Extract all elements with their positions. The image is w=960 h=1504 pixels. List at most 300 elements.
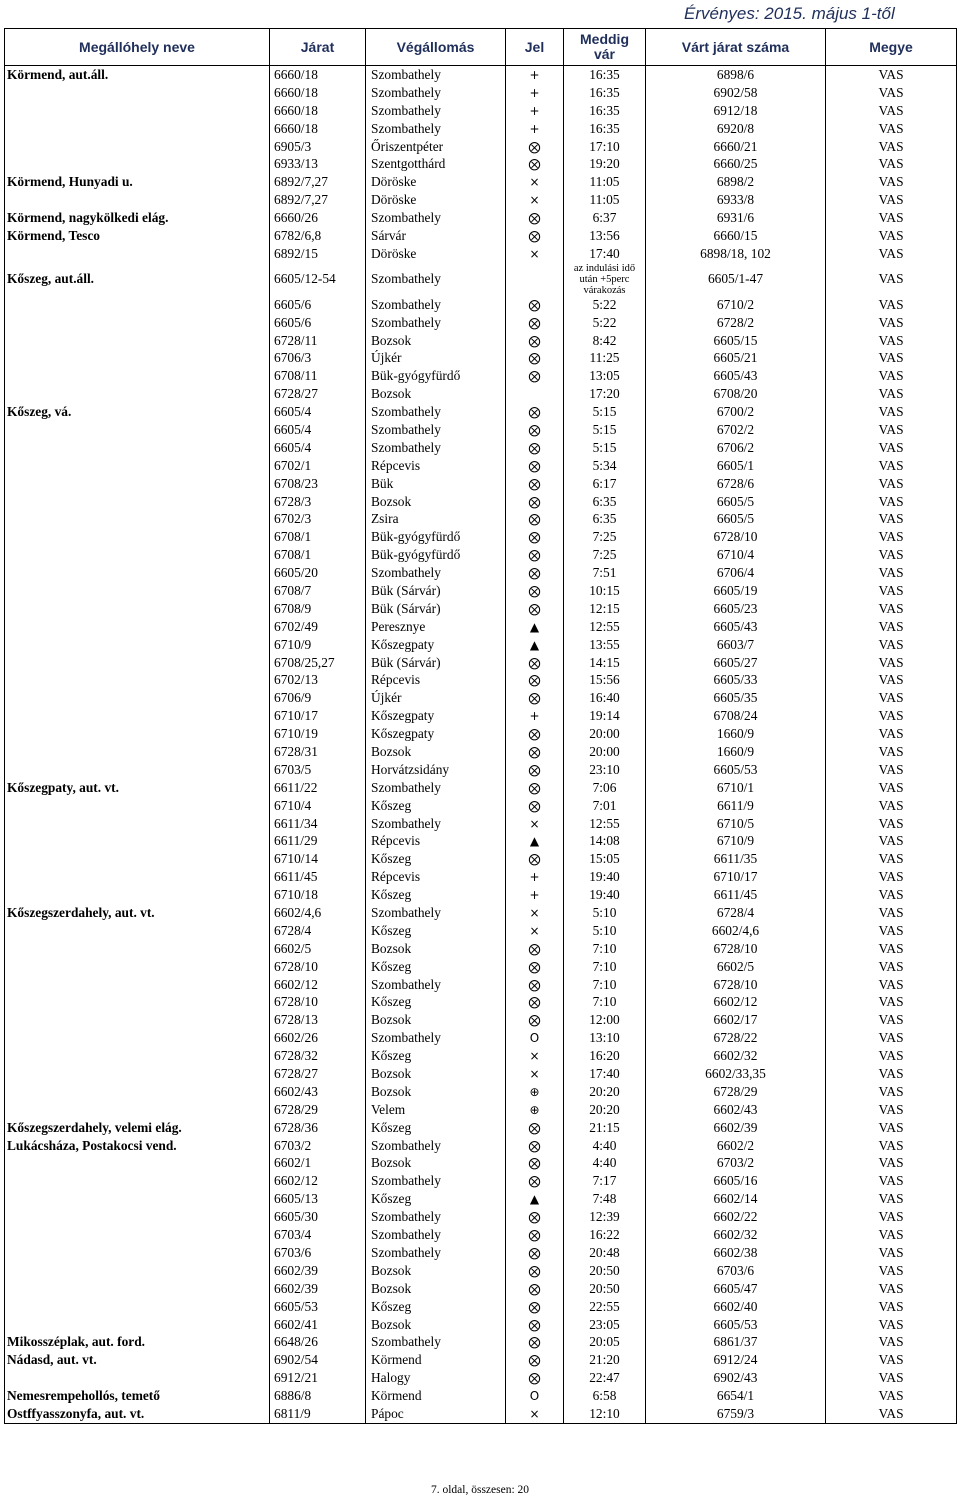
county: VAS [826,922,957,940]
sign-symbol: ▲ [506,636,564,654]
stop-name [5,886,270,904]
awaited-route: 6602/33,35 [646,1065,826,1083]
route-number: 6602/1 [270,1155,366,1173]
table-row [5,636,957,654]
stop-name [5,475,270,493]
awaited-route: 6602/5 [646,958,826,976]
destination: Kőszeg [366,850,506,868]
wait-until-time: 7:10 [564,958,646,976]
stop-name [5,1190,270,1208]
stop-name [5,385,270,403]
county: VAS [826,797,957,815]
wait-until-time: 4:40 [564,1137,646,1155]
sign-symbol: × [506,191,564,209]
table-row [5,1011,957,1029]
destination: Bük-gyógyfürdő [366,367,506,385]
table-row [5,1316,957,1334]
stop-name [5,1065,270,1083]
stop-name [5,296,270,314]
sign-symbol: × [506,173,564,191]
awaited-route: 6706/4 [646,564,826,582]
awaited-route: 6605/21 [646,349,826,367]
table-row [5,209,957,227]
destination: Kőszeg [366,994,506,1012]
wait-until-time: 5:34 [564,457,646,475]
wait-until-time: 20:50 [564,1262,646,1280]
destination: Körmend [366,1387,506,1405]
destination: Peresznye [366,618,506,636]
county: VAS [826,349,957,367]
table-row [5,672,957,690]
stop-name: Kőszegpaty, aut. vt. [5,779,270,797]
county: VAS [826,1029,957,1047]
destination: Szombathely [366,815,506,833]
awaited-route: 6706/2 [646,439,826,457]
stop-name [5,833,270,851]
sign-symbol: ⨂ [506,209,564,227]
wait-until-time: 22:47 [564,1369,646,1387]
route-number: 6728/4 [270,922,366,940]
sign-symbol: ⨂ [506,672,564,690]
table-row [5,707,957,725]
stop-name: Nemesrempehollós, temető [5,1387,270,1405]
county: VAS [826,886,957,904]
stop-name [5,84,270,102]
wait-until-time: 6:58 [564,1387,646,1405]
county: VAS [826,403,957,421]
wait-until-time: 7:01 [564,797,646,815]
sign-symbol: ⊕ [506,1101,564,1119]
stop-name: Körmend, Tesco [5,227,270,245]
awaited-route: 6605/53 [646,761,826,779]
stop-name [5,332,270,350]
table-row [5,564,957,582]
route-number: 6912/21 [270,1369,366,1387]
route-number: 6602/39 [270,1262,366,1280]
table-row [5,367,957,385]
sign-symbol: ⨂ [506,1208,564,1226]
sign-symbol: ⨂ [506,1155,564,1173]
sign-symbol: ⨂ [506,940,564,958]
table-row [5,1155,957,1173]
wait-until-time: 20:20 [564,1083,646,1101]
route-number: 6611/29 [270,833,366,851]
sign-symbol: + [506,707,564,725]
route-number: 6602/43 [270,1083,366,1101]
table-row [5,173,957,191]
county: VAS [826,102,957,120]
sign-symbol: ⨂ [506,976,564,994]
county: VAS [826,779,957,797]
destination: Bozsok [366,1316,506,1334]
wait-until-time: 7:48 [564,1190,646,1208]
route-number: 6710/17 [270,707,366,725]
route-number: 6706/3 [270,349,366,367]
table-row [5,1244,957,1262]
stop-name [5,349,270,367]
awaited-route: 6700/2 [646,403,826,421]
header-stop: Megállóhely neve [5,29,270,66]
county: VAS [826,475,957,493]
wait-until-time: 14:08 [564,833,646,851]
awaited-route: 6759/3 [646,1405,826,1423]
sign-symbol: ⨂ [506,994,564,1012]
destination: Szombathely [366,779,506,797]
sign-symbol: ⨂ [506,1316,564,1334]
route-number: 6602/39 [270,1280,366,1298]
destination: Szombathely [366,102,506,120]
sign-symbol: × [506,1405,564,1423]
stop-name [5,868,270,886]
route-number: 6605/30 [270,1208,366,1226]
awaited-route: 6602/32 [646,1047,826,1065]
destination: Bük (Sárvár) [366,600,506,618]
stop-name: Mikosszéplak, aut. ford. [5,1333,270,1351]
awaited-route: 6710/2 [646,296,826,314]
awaited-route: 6605/33 [646,672,826,690]
wait-until-time: 7:10 [564,976,646,994]
destination: Bozsok [366,385,506,403]
header-wait-until: Meddig vár [564,29,646,66]
wait-until-time: 12:15 [564,600,646,618]
awaited-route: 6605/47 [646,1280,826,1298]
awaited-route: 6898/18, 102 [646,245,826,263]
awaited-route: 6605/43 [646,618,826,636]
wait-until-time: 6:37 [564,209,646,227]
awaited-route: 6728/10 [646,976,826,994]
awaited-route: 6605/27 [646,654,826,672]
table-row [5,314,957,332]
stop-name [5,1262,270,1280]
awaited-route: 6728/22 [646,1029,826,1047]
wait-until-time: 7:10 [564,940,646,958]
county: VAS [826,1047,957,1065]
route-number: 6892/7,27 [270,191,366,209]
awaited-route: 6602/22 [646,1208,826,1226]
destination: Kőszegpaty [366,707,506,725]
stop-name: Lukácsháza, Postakocsi vend. [5,1137,270,1155]
stop-name [5,1172,270,1190]
awaited-route: 6728/4 [646,904,826,922]
sign-symbol: × [506,904,564,922]
stop-name: Kőszegszerdahely, aut. vt. [5,904,270,922]
sign-symbol: ⨂ [506,138,564,156]
destination: Őriszentpéter [366,138,506,156]
awaited-route: 6602/14 [646,1190,826,1208]
awaited-route: 6602/39 [646,1119,826,1137]
wait-until-time: 12:55 [564,815,646,833]
sign-symbol [506,263,564,296]
destination: Újkér [366,349,506,367]
awaited-route: 1660/9 [646,725,826,743]
wait-until-time: 16:22 [564,1226,646,1244]
destination: Kőszeg [366,922,506,940]
sign-symbol: ⨂ [506,1351,564,1369]
awaited-route: 6602/4,6 [646,922,826,940]
stop-name [5,510,270,528]
destination: Szombathely [366,1244,506,1262]
route-number: 6708/7 [270,582,366,600]
county: VAS [826,958,957,976]
table-row [5,245,957,263]
awaited-route: 6605/19 [646,582,826,600]
route-number: 6710/9 [270,636,366,654]
county: VAS [826,976,957,994]
sign-symbol: ⊕ [506,1083,564,1101]
wait-until-time: 16:40 [564,689,646,707]
county: VAS [826,689,957,707]
county: VAS [826,850,957,868]
destination: Répcevis [366,672,506,690]
table-row [5,815,957,833]
sign-symbol: ⨂ [506,1262,564,1280]
route-number: 6710/4 [270,797,366,815]
route-number: 6660/26 [270,209,366,227]
awaited-route: 6920/8 [646,120,826,138]
awaited-route: 6710/1 [646,779,826,797]
sign-symbol: ⨂ [506,546,564,564]
wait-until-time: 12:00 [564,1011,646,1029]
sign-symbol: + [506,868,564,886]
table-row [5,940,957,958]
awaited-route: 6602/38 [646,1244,826,1262]
stop-name [5,743,270,761]
wait-until-time: 13:55 [564,636,646,654]
table-row [5,868,957,886]
stop-name [5,958,270,976]
county: VAS [826,1280,957,1298]
destination: Szombathely [366,1208,506,1226]
route-number: 6660/18 [270,66,366,84]
table-row [5,1226,957,1244]
county: VAS [826,904,957,922]
destination: Bozsok [366,940,506,958]
route-number: 6710/14 [270,850,366,868]
table-row [5,922,957,940]
wait-until-time: 17:10 [564,138,646,156]
stop-name [5,1226,270,1244]
table-row [5,385,957,403]
route-number: 6702/3 [270,510,366,528]
sign-symbol: ⨂ [506,761,564,779]
sign-symbol [506,385,564,403]
county: VAS [826,1262,957,1280]
stop-name [5,1244,270,1262]
sign-symbol: ⨂ [506,850,564,868]
awaited-route: 6605/1 [646,457,826,475]
county: VAS [826,940,957,958]
wait-until-time: 21:20 [564,1351,646,1369]
county: VAS [826,209,957,227]
route-number: 6660/18 [270,120,366,138]
county: VAS [826,245,957,263]
table-row [5,528,957,546]
table-row [5,1387,957,1405]
stop-name [5,1029,270,1047]
table-row [5,833,957,851]
table-row [5,1405,957,1423]
sign-symbol: × [506,1047,564,1065]
route-number: 6702/49 [270,618,366,636]
sign-symbol: ⨂ [506,457,564,475]
destination: Szentgotthárd [366,155,506,173]
sign-symbol: ⨂ [506,439,564,457]
awaited-route: 6912/18 [646,102,826,120]
stop-name [5,1101,270,1119]
county: VAS [826,227,957,245]
county: VAS [826,1137,957,1155]
destination: Szombathely [366,439,506,457]
awaited-route: 1660/9 [646,743,826,761]
county: VAS [826,833,957,851]
destination: Répcevis [366,833,506,851]
awaited-route: 6728/29 [646,1083,826,1101]
wait-until-time: 20:50 [564,1280,646,1298]
destination: Szombathely [366,1137,506,1155]
table-row [5,1065,957,1083]
awaited-route: 6605/53 [646,1316,826,1334]
table-row [5,850,957,868]
wait-until-time: 13:56 [564,227,646,245]
destination: Újkér [366,689,506,707]
sign-symbol: ⨂ [506,475,564,493]
route-number: 6708/11 [270,367,366,385]
sign-symbol: × [506,245,564,263]
destination: Szombathely [366,403,506,421]
sign-symbol: ⨂ [506,155,564,173]
county: VAS [826,1172,957,1190]
sign-symbol: ⨂ [506,1280,564,1298]
awaited-route: 6611/35 [646,850,826,868]
route-number: 6728/27 [270,385,366,403]
stop-name [5,1011,270,1029]
table-row [5,797,957,815]
awaited-route: 6728/6 [646,475,826,493]
wait-until-time: 5:15 [564,439,646,457]
sign-symbol: ⨂ [506,367,564,385]
sign-symbol: ⨂ [506,332,564,350]
county: VAS [826,439,957,457]
awaited-route: 6611/45 [646,886,826,904]
destination: Bozsok [366,493,506,511]
stop-name [5,138,270,156]
county: VAS [826,173,957,191]
wait-until-time: 16:35 [564,66,646,84]
destination: Kőszeg [366,797,506,815]
awaited-route: 6602/40 [646,1298,826,1316]
table-row [5,1172,957,1190]
route-number: 6605/20 [270,564,366,582]
destination: Bozsok [366,332,506,350]
stop-name: Ostffyasszonyfa, aut. vt. [5,1405,270,1423]
sign-symbol: × [506,922,564,940]
destination: Bozsok [366,1280,506,1298]
table-row [5,138,957,156]
table-row [5,546,957,564]
table-row [5,439,957,457]
sign-symbol: ▲ [506,618,564,636]
table-row [5,227,957,245]
schedule-body [5,66,957,1424]
awaited-route: 6660/25 [646,155,826,173]
sign-symbol: + [506,120,564,138]
wait-until-time: 17:20 [564,385,646,403]
route-number: 6602/12 [270,1172,366,1190]
awaited-route: 6605/16 [646,1172,826,1190]
county: VAS [826,546,957,564]
destination: Bozsok [366,1262,506,1280]
stop-name [5,725,270,743]
route-number: 6728/10 [270,958,366,976]
header-sign: Jel [506,29,564,66]
stop-name [5,314,270,332]
table-row [5,689,957,707]
awaited-route: 6931/6 [646,209,826,227]
wait-until-time: 14:15 [564,654,646,672]
table-row [5,904,957,922]
sign-symbol: ▲ [506,833,564,851]
wait-until-time: 20:20 [564,1101,646,1119]
awaited-route: 6605/23 [646,600,826,618]
sign-symbol: ⨂ [506,227,564,245]
table-row [5,600,957,618]
stop-name [5,600,270,618]
awaited-route: 6710/9 [646,833,826,851]
destination: Velem [366,1101,506,1119]
route-number: 6611/34 [270,815,366,833]
county: VAS [826,725,957,743]
route-number: 6902/54 [270,1351,366,1369]
wait-until-time: 15:56 [564,672,646,690]
awaited-route: 6703/2 [646,1155,826,1173]
table-row [5,1029,957,1047]
destination: Szombathely [366,209,506,227]
county: VAS [826,636,957,654]
wait-until-time: 11:05 [564,173,646,191]
route-number: 6605/4 [270,421,366,439]
route-number: 6611/22 [270,779,366,797]
county: VAS [826,1190,957,1208]
table-row [5,1119,957,1137]
county: VAS [826,600,957,618]
wait-until-time: 6:35 [564,493,646,511]
awaited-route: 6602/2 [646,1137,826,1155]
sign-symbol: ⨂ [506,958,564,976]
destination: Bozsok [366,743,506,761]
header-county: Megye [826,29,957,66]
table-row [5,332,957,350]
wait-until-time: 7:25 [564,546,646,564]
stop-name [5,654,270,672]
wait-until-time: 6:35 [564,510,646,528]
wait-until-time: 7:17 [564,1172,646,1190]
awaited-route: 6605/1-47 [646,263,826,296]
destination: Kőszeg [366,1298,506,1316]
destination: Szombathely [366,1226,506,1244]
stop-name [5,245,270,263]
table-row [5,618,957,636]
wait-until-time: 11:25 [564,349,646,367]
county: VAS [826,1208,957,1226]
stop-name [5,636,270,654]
awaited-route: 6703/6 [646,1262,826,1280]
sign-symbol: ⨂ [506,421,564,439]
county: VAS [826,1316,957,1334]
table-row [5,263,957,296]
county: VAS [826,1011,957,1029]
wait-until-time: az indulási idő után +5perc várakozás [564,263,646,296]
county: VAS [826,672,957,690]
